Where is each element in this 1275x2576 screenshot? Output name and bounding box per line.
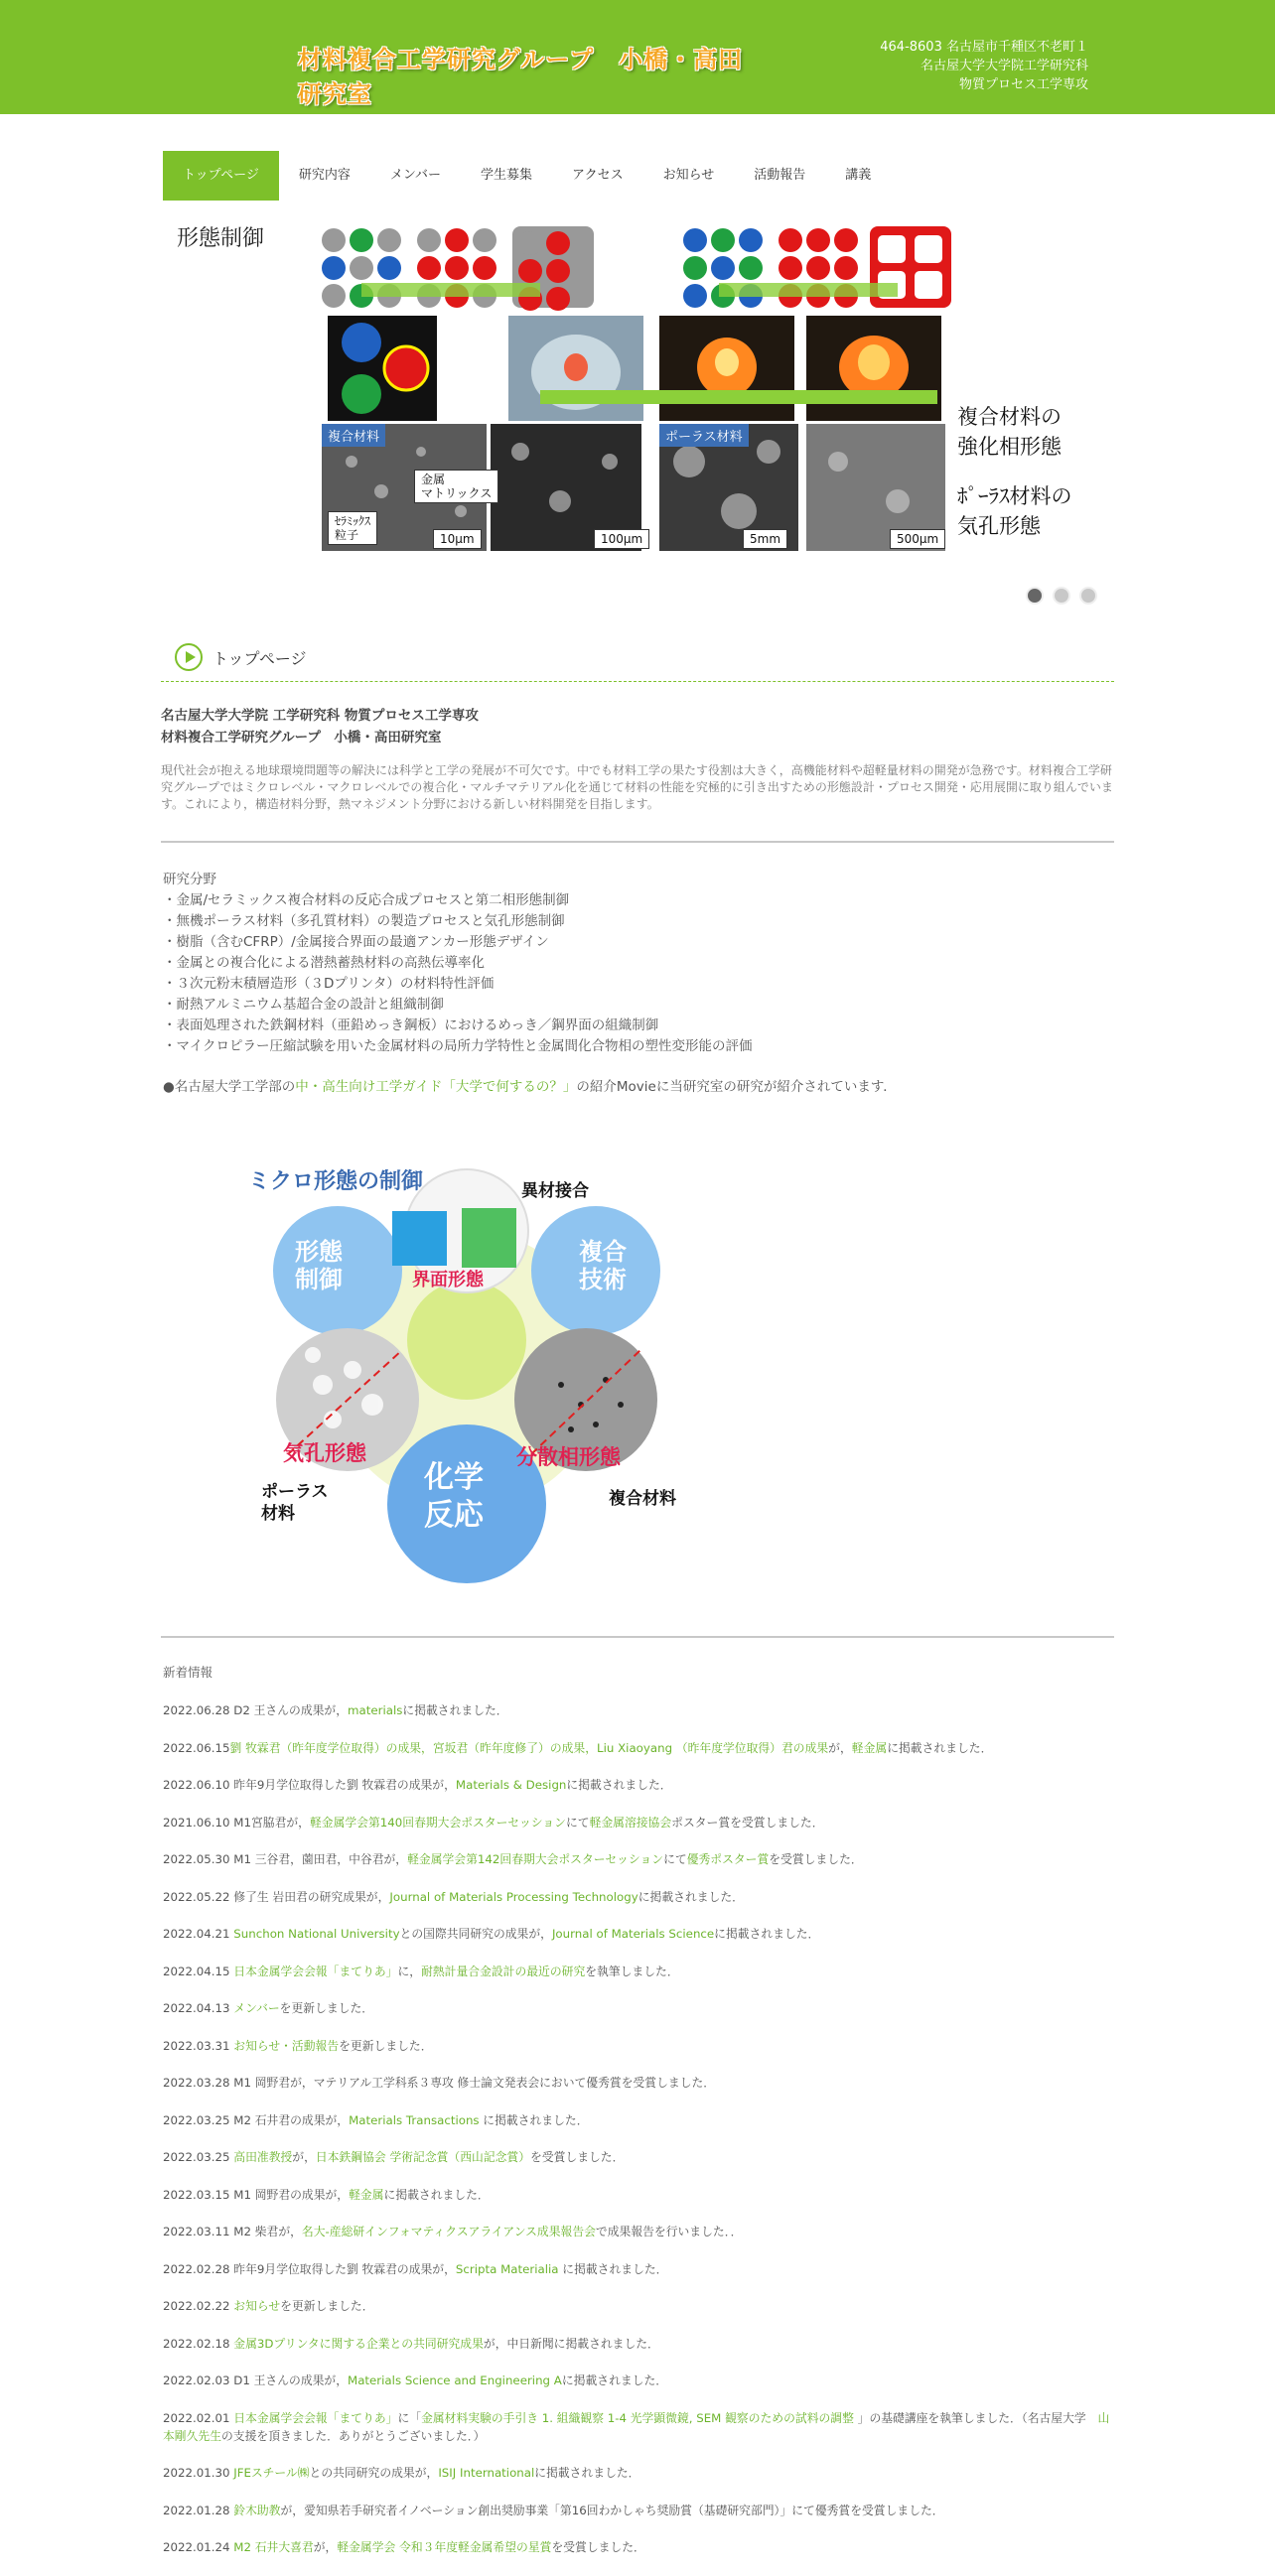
field-item: ・耐熱アルミニウム基超合金の設計と組織制御 [163,997,444,1013]
news-text: を更新しました． [280,2299,374,2313]
news-item [163,2111,1116,2129]
main-nav [163,151,891,201]
news-text: が， [313,2540,338,2554]
news-text: にて [663,1852,687,1866]
news-text: に掲載されました． [561,2373,668,2387]
lead-text [161,705,479,748]
field-item: ・金属/セラミックス複合材料の反応合成プロセスと第二相形態制御 [163,892,570,908]
news-link[interactable]: 軽金属学会 令和３年度軽金属希望の星賞 [337,2540,552,2554]
news-link[interactable]: 軽金属 [349,2187,384,2202]
news-item [163,2260,1116,2278]
news-text: 2022.03.15 M1 岡野君の成果が， [163,2187,350,2202]
news-text: 2022.04.15 [163,1964,234,1978]
news-item [163,2148,1116,2166]
news-text: に掲載されました． [534,2466,640,2480]
news-text: に掲載されました． [887,1740,993,1755]
news-link[interactable]: 山本剛久先生 [163,2410,1110,2443]
news-link[interactable]: Scripta Materialia [455,2261,559,2276]
hero-title: 形態制御 [177,226,265,251]
diagram-porous: ポーラス 材料 [261,1482,329,1524]
news-text: ポスター賞を受賞しました． [671,1815,824,1830]
news-text: 2022.03.28 M1 岡野君が，マテリアル工学科系３専攻 修士論文発表会において優秀賞を受賞しました． [163,2076,716,2090]
news-text: 2022.02.28 昨年9月学位取得した劉 牧霖君の成果が， [163,2261,456,2276]
news-text: に， [397,1964,422,1978]
field-item: ・樹脂（含むCFRP）/金属接合界面の最適アンカー形態デザイン [163,934,549,950]
news-item [163,2502,1116,2519]
movie-post: の紹介Movieに当研究室の研究が紹介されています． [576,1079,897,1095]
divider [161,1636,1114,1638]
play-circle-icon [175,643,203,671]
scale-bar-4: 500μm [890,529,945,549]
news-text: が， [292,2150,316,2164]
news-link[interactable]: 日本金属学会会報「まてりあ」 [233,1964,398,1978]
news-link[interactable]: 高田准教授 [233,2150,293,2164]
field-item: ・表面処理された鉄鋼材料（亜鉛めっき鋼板）におけるめっき／鋼界面の組織制御 [163,1017,659,1033]
news-item [163,1776,1116,1794]
news-text: を更新しました． [339,2038,433,2053]
header-address [880,38,1088,94]
lead-line: 材料複合工学研究グループ 小橋・高田研究室 [161,730,442,746]
news-text: が， [828,1740,852,1755]
fields-heading: 研究分野 [163,872,216,887]
news-link[interactable]: Sunchon National University [233,1927,400,1941]
scale-bar-3: 5mm [743,529,787,549]
news-text: 2022.03.11 M2 柴君が， [163,2225,302,2238]
lead-line: 名古屋大学大学院 工学研究科 物質プロセス工学専攻 [161,708,479,724]
nav-item-research[interactable]: 研究内容 [298,168,351,183]
news-text: 2022.02.03 D1 王さんの成果が， [163,2373,349,2387]
site-logo[interactable] [298,40,765,108]
news-link[interactable]: 金属材料実験の手引き 1. 組織観察 1-4 光学顕微鏡, SEM 観察のための試料の調整 [421,2410,858,2425]
news-text: 2022.02.18 [163,2336,234,2351]
news-link[interactable]: 軽金属 [851,1740,888,1755]
news-link[interactable]: 劉 牧霖君（昨年度学位取得）の成果，宮坂君（昨年度修了）の成果，Liu Xiaoyang （昨年度学位取得）君の成果 [229,1740,829,1755]
news-item [163,2464,1116,2482]
news-link[interactable]: materials [348,1703,403,1717]
news-link[interactable]: 金属3Dプリンタに関する企業との共同研究成果 [233,2336,484,2351]
news-link[interactable]: JFEスチール㈱ [233,2466,310,2480]
section-title: トップページ [212,648,307,668]
slider-dot[interactable] [1026,587,1044,605]
news-item [163,2186,1116,2204]
movie-pre: ●名古屋大学工学部の [163,1079,296,1095]
nav-item-news[interactable]: お知らせ [662,168,715,183]
news-text: 2022.01.28 [163,2503,234,2517]
field-item: ・マイクロピラー圧縮試験を用いた金属材料の局所力学特性と金属間化合物相の塑性変形能の評価 [163,1038,753,1054]
slider-dot[interactable] [1079,587,1097,605]
news-link[interactable]: Materials Science and Engineering A [348,2373,562,2387]
field-item: ・金属との複合化による潜熱蓄熱材料の高熱伝導率化 [163,955,485,971]
news-link[interactable]: 優秀ポスター賞 [686,1852,770,1866]
news-text: に掲載されました． [479,2112,589,2127]
news-text: にて [565,1815,590,1830]
news-text: 2022.02.01 [163,2410,234,2425]
news-text: 2022.03.25 [163,2150,234,2164]
movie-link[interactable]: 中・高生向け工学ガイド「大学で何するの？」 [295,1079,577,1095]
tag-porous: ポーラス材料 [659,424,749,447]
slider-dot[interactable] [1053,587,1070,605]
news-text: を受賞しました． [551,2540,645,2554]
news-link[interactable]: 軽金属学会第140回春期大会ポスターセッション [309,1815,566,1830]
news-text: に掲載されました． [714,1927,820,1941]
news-item [163,1925,1116,1943]
logo-text: 材料複合工学研究グループ 小橋・高田研究室 [298,46,744,108]
nav-item-activity[interactable]: 活動報告 [754,168,806,183]
diagram-composite: 複合材料 [609,1489,676,1509]
diagram-join: 異材接合 [521,1181,589,1201]
section-heading [175,643,307,671]
news-text: 2022.06.10 昨年9月学位取得した劉 牧霖君の成果が， [163,1778,456,1792]
nav-item-members[interactable]: メンバー [389,168,441,183]
hero-label-porous: ﾎﾟｰﾗｽ材料の 気孔形態 [957,484,1072,538]
diagram-c2: 複合 技術 [579,1238,627,1293]
news-text: 2022.03.31 [163,2038,234,2053]
news-text: を執筆しました． [585,1964,679,1978]
news-text: に掲載されました． [383,2187,490,2202]
news-link[interactable]: 軽金属溶接協会 [589,1815,672,1830]
news-text: 2022.04.21 [163,1927,234,1941]
news-text: 2022.03.25 M2 石井君の成果が， [163,2112,350,2127]
news-text: を更新しました． [279,2001,374,2015]
ceramic-label: ｾﾗﾐｯｸｽ 粒子 [328,511,377,545]
news-text: に掲載されました． [638,1889,744,1904]
news-text: が，愛知県若手研究者イノベーション創出奨励事業「第16回わかしゃち奨励賞（基礎研究部門）」にて優秀賞を受賞しました． [280,2503,944,2517]
news-text: の支援を頂きました．ありがとうございました．） [221,2428,486,2443]
diagram-c1: 形態 制御 [295,1238,343,1293]
news-item [163,2297,1116,2315]
diagram-title: ミクロ形態の制御 [248,1169,424,1194]
news-link[interactable]: 軽金属学会第142回春期大会ポスターセッション [407,1852,664,1866]
diagram-c3: 化学 反応 [424,1460,484,1533]
intro-paragraph: 現代社会が抱える地球環境問題等の解決には科学と工学の発展が不可欠です。中でも材料工学の果たす役割は大きく，高機能材料や超軽量材料の開発が急務です。材料複合工学研究グループではミクロレベル・マクロレベルでの複合化・マルチマテリアル化を通じて材料の性能を究極的に引き出すための形態設計・プロセス開発・応用展開に取り組んでいます。これにより，構造材料分野，熱マネジメント分野における新しい材料開発を目指します。 [161,763,1113,811]
news-link[interactable]: 日本金属学会会報「まてりあ」 [233,2410,398,2425]
news-list [163,1701,1116,2576]
news-text: との国際共同研究の成果が， [399,1927,552,1941]
news-item [163,1850,1116,1868]
diagram-center: 界面形態 [412,1270,484,1290]
news-text: で成果報告を行いました．． [595,2225,743,2238]
morphology-diagram [233,1156,700,1593]
news-link[interactable]: Journal of Materials Science [551,1927,715,1941]
news-link[interactable]: Journal of Materials Processing Technology [389,1889,638,1904]
news-text: 2022.06.28 D2 王さんの成果が， [163,1703,349,1717]
news-link[interactable]: 日本鉄鋼協会 学術記念賞（西山記念賞） [315,2150,531,2164]
nav-item-lecture[interactable]: 講義 [845,168,872,183]
diagram-pore: 気孔形態 [283,1441,366,1465]
news-item [163,1814,1116,1831]
news-text: 2022.06.15 [163,1740,230,1755]
section-divider [161,681,1114,682]
news-item [163,2335,1116,2353]
news-text: を受賞しました． [530,2150,625,2164]
news-text: 2022.05.22 修了生 岩田君の研究成果が， [163,1889,390,1904]
matrix-label: 金属 マトリックス [414,470,498,503]
news-link[interactable]: お知らせ [233,2299,281,2313]
news-text: に掲載されました． [558,2261,668,2276]
news-item [163,1701,1116,1719]
news-link[interactable]: ISIJ International [438,2466,535,2480]
news-item [163,1739,1116,1757]
address-line: 名古屋大学大学院工学研究科 [920,59,1088,73]
news-link[interactable]: Materials & Design [455,1778,567,1792]
field-item: ・無機ポーラス材料（多孔質材料）の製造プロセスと気孔形態制御 [163,913,565,929]
news-link[interactable]: 名大-産総研インフォマティクスアライアンス成果報告会 [301,2225,596,2238]
news-link[interactable]: お知らせ・活動報告 [233,2038,340,2053]
news-text: に掲載されました． [402,1703,508,1717]
tag-composite: 複合材料 [322,424,385,447]
news-item [163,1963,1116,1980]
movie-notice [163,1077,918,1098]
news-text: 2021.06.10 M1宮脇君が， [163,1815,310,1830]
news-item [163,1999,1116,2017]
news-item [163,2538,1116,2556]
news-text: が，中日新聞に掲載されました． [483,2336,659,2351]
news-item [163,2223,1116,2240]
news-text: に「 [397,2410,422,2425]
divider [161,841,1114,843]
news-link[interactable]: 耐熱計量合金設計の最近の研究 [421,1964,586,1978]
address-line: 464-8603 名古屋市千種区不老町１ [880,40,1088,55]
news-text: 」の基礎講座を執筆しました．（名古屋大学 [857,2410,1098,2425]
address-line: 物質プロセス工学専攻 [958,77,1088,92]
field-item: ・３次元粉末積層造形（３Dプリンタ）の材料特性評価 [163,976,495,992]
news-text: 2022.02.22 [163,2299,234,2313]
news-link[interactable]: メンバー [233,2001,280,2015]
research-fields [163,870,752,1057]
news-link[interactable]: Materials Transactions [349,2112,480,2127]
scale-bar-1: 10μm [433,529,482,549]
news-text: との共同研究の成果が， [309,2466,439,2480]
nav-item-top[interactable]: トップページ [163,151,279,201]
news-item [163,2074,1116,2092]
news-item [163,2037,1116,2055]
news-text: 2022.05.30 M1 三谷君，薗田君，中谷君が， [163,1852,408,1866]
news-text: を受賞しました． [769,1852,863,1866]
news-item [163,2372,1116,2389]
news-item [163,2409,1116,2445]
hero-slider[interactable] [163,213,1116,576]
news-text: 2022.01.24 [163,2540,234,2554]
news-title: 新着情報 [163,1665,213,1680]
nav-item-recruit[interactable]: 学生募集 [480,168,532,183]
news-link[interactable]: 鈴木助教 [233,2503,281,2517]
slider-dots [1026,587,1097,605]
scale-bar-2: 100μm [594,529,649,549]
news-text: 2022.04.13 [163,2001,234,2015]
hero-label-composite: 複合材料の 強化相形態 [957,405,1062,459]
news-text: に掲載されました． [566,1778,672,1792]
news-text: 2022.01.30 [163,2466,234,2480]
site-header [0,0,1275,114]
nav-item-access[interactable]: アクセス [571,168,624,183]
news-item [163,1888,1116,1906]
news-link[interactable]: M2 石井大喜君 [233,2540,314,2554]
diagram-disp: 分散相形態 [516,1445,621,1469]
